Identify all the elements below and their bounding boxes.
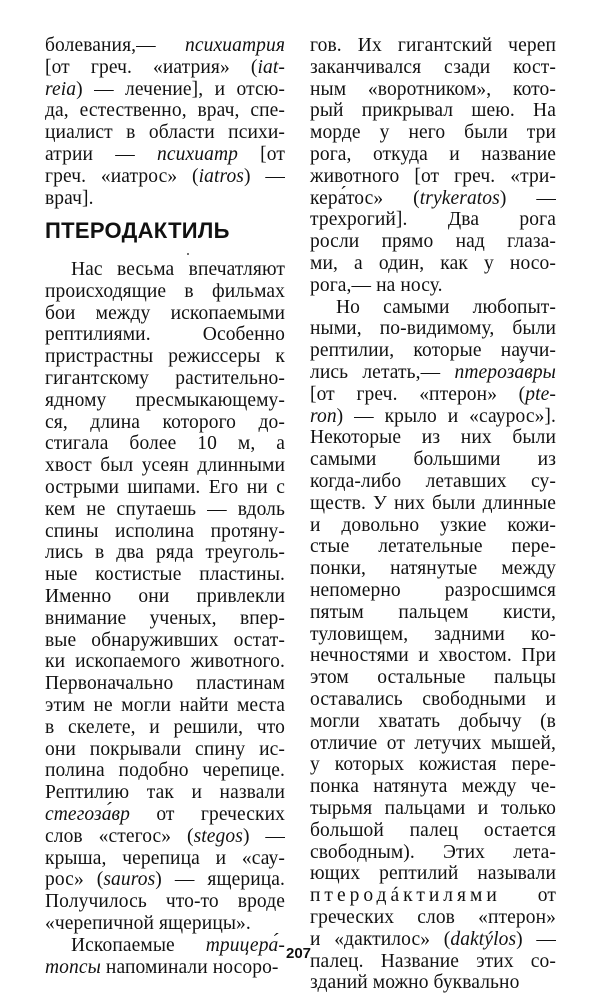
- text-run: ществ. У них были длинные: [310, 492, 556, 514]
- italic-term: daktýlos: [450, 928, 517, 950]
- text-line: [310, 798, 556, 820]
- text-run: Но самыми любопыт-: [336, 296, 556, 318]
- text-run: гигантскому растительно-: [45, 368, 285, 389]
- text-run: стигала более 10 м, а: [45, 433, 285, 455]
- text-line: [45, 57, 285, 79]
- text-line: [45, 651, 285, 673]
- text-run: острыми шипами. Его ни с: [45, 477, 285, 498]
- text-run: внимание ученых, впер-: [45, 607, 285, 629]
- text-run: свободным). Этих лета-: [310, 841, 556, 863]
- text-line: [45, 412, 285, 434]
- text-run: морде у него были три: [310, 122, 556, 144]
- text-line: [310, 820, 556, 842]
- text-run: большой палец остается: [310, 819, 556, 841]
- text-run: [от греч. «иатрия» (: [45, 56, 258, 78]
- text-line: [310, 689, 556, 711]
- text-run: Некоторые из них были: [310, 427, 556, 449]
- text-line: [45, 957, 285, 979]
- text-line: [310, 166, 556, 188]
- text-run: атрии —: [45, 144, 158, 165]
- text-run: ) — лечение], и отсю-: [76, 78, 285, 100]
- text-run: циалист в области психи-: [45, 122, 285, 144]
- text-run: туловищем, задними ко-: [310, 623, 556, 645]
- italic-term: трицера́-: [205, 934, 285, 956]
- text-line: [45, 346, 285, 368]
- text-run: ным «воротником», кото-: [310, 78, 556, 100]
- text-line: [310, 645, 556, 667]
- text-run: тырьмя пальцами и только: [310, 798, 556, 819]
- text-line: [310, 624, 556, 646]
- text-line: [310, 885, 556, 907]
- text-line: [310, 602, 556, 624]
- text-line: [310, 427, 556, 449]
- text-run: крыша, черепица и «сау-: [45, 847, 285, 869]
- text-line: [310, 972, 556, 994]
- text-run: спины исполина протяну-: [45, 520, 285, 542]
- text-line: [45, 804, 285, 826]
- text-line: [310, 275, 556, 297]
- text-run: непомерно разросшимся: [310, 580, 556, 601]
- text-line: [310, 493, 556, 515]
- text-run: пристрастны режиссеры к: [45, 346, 285, 368]
- italic-term: iatros: [198, 165, 244, 187]
- text-run: заканчивался сзади кост-: [310, 56, 556, 78]
- text-line: [310, 733, 556, 755]
- text-run: пятым пальцем кисти,: [310, 601, 556, 623]
- text-line: [45, 303, 285, 325]
- text-line: [45, 760, 285, 782]
- text-run: хвост был усеян длинными: [45, 455, 285, 477]
- text-run: рога,— на носу.: [310, 274, 443, 296]
- text-run: вые обнаруживших остат-: [45, 629, 285, 651]
- text-run: лись в два ряда треуголь-: [45, 542, 285, 564]
- text-run: рос» (: [45, 869, 104, 891]
- text-run: бои между ископаемыми: [45, 302, 285, 324]
- text-line: [310, 35, 556, 57]
- text-line: [45, 390, 285, 412]
- text-run: понка натянута между че-: [310, 776, 556, 798]
- text-line: [45, 891, 285, 913]
- text-run: они покрывали спину ис-: [45, 738, 285, 760]
- text-line: [45, 433, 285, 455]
- text-run: кем не спутаешь — вдоль: [45, 498, 285, 520]
- text-run: слов «стегос» (: [45, 825, 194, 847]
- italic-term: trykeratos: [419, 187, 500, 209]
- text-run: гов. Их гигантский череп: [310, 35, 556, 56]
- text-line: [310, 536, 556, 558]
- text-line: [310, 362, 556, 384]
- text-line: [310, 929, 556, 951]
- text-line: [45, 100, 285, 122]
- text-line: [45, 35, 285, 57]
- italic-term: pte-: [525, 383, 556, 405]
- text-run: ющих рептилий называли: [310, 863, 556, 885]
- text-run: ядному пресмыкающему-: [45, 389, 285, 411]
- text-run: «черепичной ящерицы».: [45, 913, 251, 934]
- text-line: [45, 826, 285, 848]
- text-run: ) —: [499, 187, 556, 209]
- text-line: [45, 521, 285, 543]
- text-line: [310, 951, 556, 973]
- text-line: [310, 842, 556, 864]
- text-line: [45, 542, 285, 564]
- text-run: [от: [237, 144, 285, 165]
- text-line: [45, 717, 285, 739]
- text-line: [45, 122, 285, 144]
- text-line: [45, 586, 285, 608]
- text-line: [45, 913, 285, 935]
- text-line: [310, 471, 556, 493]
- text-run: ) — ящерица.: [155, 869, 285, 891]
- text-line: [45, 455, 285, 477]
- text-line: [310, 57, 556, 79]
- text-run: Получилось что-то вроде: [45, 891, 285, 913]
- text-line: [45, 695, 285, 717]
- text-run: животного [от греч. «три-: [310, 165, 556, 187]
- text-run: нечностями и хвостом. При: [310, 645, 556, 667]
- text-line: [45, 630, 285, 652]
- text-run: Ископаемые: [71, 934, 206, 956]
- text-run: ) —: [244, 165, 286, 187]
- italic-term: психиатр: [157, 144, 238, 165]
- text-run: рептилии, которые научи-: [310, 340, 556, 362]
- text-run: и «дактилос» (: [310, 928, 451, 950]
- text-run: могли хватать добычу (в: [310, 710, 556, 732]
- text-run: ся, длина которого до-: [45, 411, 285, 433]
- text-run: от греческих: [129, 804, 285, 825]
- text-run: болевания,—: [45, 35, 186, 56]
- text-line: [45, 144, 285, 166]
- article-heading: ПТЕРОДАКТИЛЬ: [45, 218, 230, 243]
- print-speck: [187, 253, 189, 255]
- text-line: [45, 79, 285, 101]
- text-run: происходящие в фильмах: [45, 280, 285, 302]
- text-run: Нас весьма впечатляют: [71, 259, 285, 280]
- text-run: рый прикрывал шею. На: [310, 100, 556, 122]
- text-line: [45, 673, 285, 695]
- text-run: ) —: [242, 825, 286, 847]
- text-line: [310, 297, 556, 319]
- text-line: [310, 384, 556, 406]
- page-number: 207: [286, 945, 312, 962]
- text-line: [45, 368, 285, 390]
- italic-term: топсы: [45, 956, 101, 978]
- text-line: [45, 477, 285, 499]
- text-run: врач].: [45, 187, 94, 209]
- text-run: понки, натянутые между: [310, 558, 556, 580]
- italic-term: reia: [45, 78, 77, 100]
- text-line: [45, 935, 285, 957]
- text-run: да, естественно, врач, спе-: [45, 100, 285, 122]
- text-run: напоминали носоро-: [100, 956, 279, 978]
- text-run: отличие от летучих мышей,: [310, 732, 556, 754]
- italic-term: sauros: [103, 869, 156, 891]
- text-run: ) —: [516, 928, 557, 950]
- text-line: [45, 188, 285, 210]
- text-line: [310, 340, 556, 362]
- text-line: [310, 253, 556, 275]
- text-run: и довольно узкие кожи-: [310, 514, 556, 536]
- italic-term: stegos: [193, 825, 243, 847]
- text-line: [45, 608, 285, 630]
- text-line: [310, 188, 556, 210]
- spaced-term: птеродáктилями: [310, 885, 501, 907]
- text-line: [45, 848, 285, 870]
- text-run: от: [500, 885, 556, 907]
- text-line: [310, 515, 556, 537]
- text-line: [45, 281, 285, 303]
- text-line: [310, 122, 556, 144]
- text-line: [310, 863, 556, 885]
- text-run: трехрогий]. Два рога: [310, 209, 556, 231]
- text-line: [310, 318, 556, 340]
- text-line: [310, 580, 556, 602]
- text-run: этим не могли найти места: [45, 695, 285, 716]
- text-run: Рептилию так и назвали: [45, 782, 285, 804]
- italic-term: птероза́вры: [454, 362, 556, 383]
- text-run: греческих слов «птерон»: [310, 907, 556, 928]
- text-line: [45, 739, 285, 761]
- text-line: [45, 259, 285, 281]
- text-line: [310, 667, 556, 689]
- text-run: полина подобно черепице.: [45, 760, 285, 782]
- text-line: [310, 144, 556, 166]
- text-run: росли прямо над глаза-: [310, 231, 556, 253]
- text-run: рога, откуда и название: [310, 144, 556, 165]
- text-line: [45, 324, 285, 346]
- text-line: [310, 754, 556, 776]
- text-line: [310, 406, 556, 428]
- italic-term: психиатрия: [185, 35, 285, 56]
- text-run: ) — крыло и «саурос»].: [336, 405, 556, 427]
- text-run: когда-либо летавших су-: [310, 471, 556, 492]
- text-run: ми, а один, как у носо-: [310, 253, 556, 274]
- text-line: [45, 869, 285, 891]
- text-run: кера́тос» (: [310, 187, 420, 209]
- italic-term: стегоза́вр: [45, 804, 130, 825]
- text-line: [45, 499, 285, 521]
- text-run: [от греч. «птерон» (: [310, 383, 526, 405]
- text-line: [310, 776, 556, 798]
- text-run: греч. «иатрос» (: [45, 165, 199, 187]
- text-run: в скелете, и решили, что: [45, 716, 285, 738]
- text-run: самыми большими из: [310, 449, 556, 471]
- text-run: ными, по-видимому, были: [310, 318, 556, 340]
- text-line: [45, 166, 285, 188]
- text-line: [310, 907, 556, 929]
- text-line: [310, 558, 556, 580]
- text-run: рептилиями. Особенно: [45, 324, 285, 346]
- italic-term: ron: [310, 405, 337, 427]
- text-run: ные костистые пластины.: [45, 564, 285, 586]
- text-run: у которых кожистая пере-: [310, 754, 556, 776]
- text-run: Именно они привлекли: [45, 586, 285, 607]
- text-run: зданий можно буквально: [310, 972, 520, 994]
- text-run: этом остальные пальцы: [310, 667, 556, 689]
- text-line: [310, 79, 556, 101]
- text-line: [45, 782, 285, 804]
- text-line: [310, 231, 556, 253]
- text-run: палец. Название этих со-: [310, 950, 556, 972]
- text-line: [310, 449, 556, 471]
- italic-term: iat-: [257, 56, 285, 78]
- text-line: [310, 100, 556, 122]
- text-run: лись летать,—: [310, 362, 455, 383]
- text-run: стые летательные пере-: [310, 536, 556, 558]
- text-run: ки ископаемого животного.: [45, 651, 285, 673]
- text-run: оставались свободными и: [310, 689, 556, 710]
- text-line: [310, 711, 556, 733]
- text-line: [310, 209, 556, 231]
- text-line: [45, 564, 285, 586]
- text-run: Первоначально пластинам: [45, 673, 285, 695]
